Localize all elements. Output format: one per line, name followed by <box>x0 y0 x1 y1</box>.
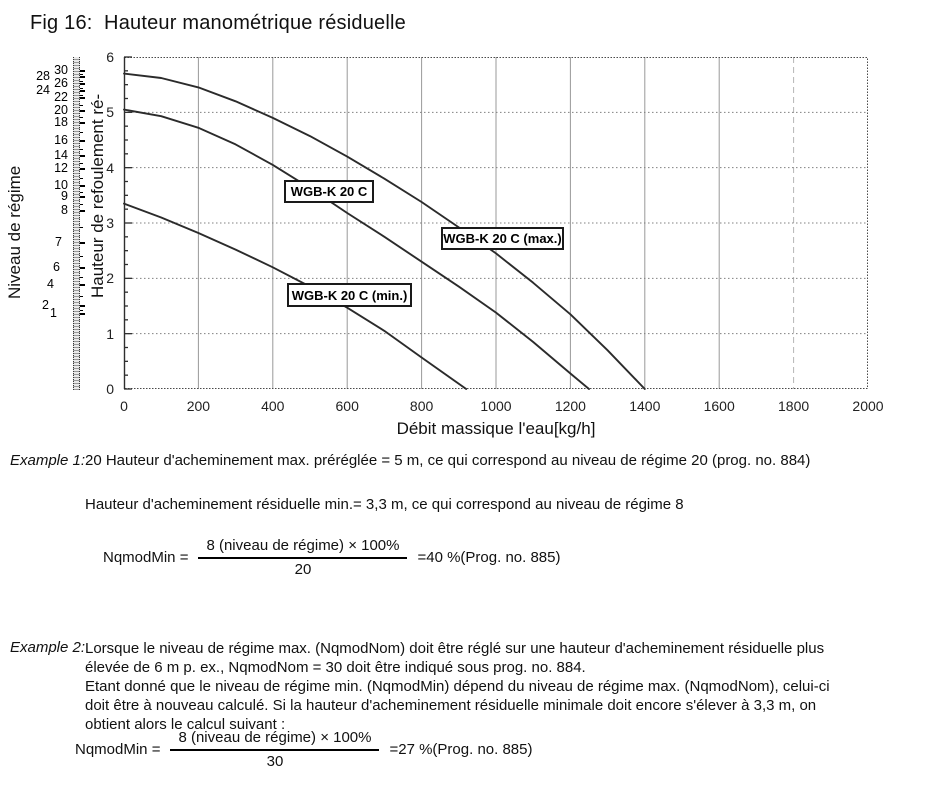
niveau-tick-label: 16 <box>54 133 68 147</box>
niveau-tick-label: 30 <box>54 63 68 77</box>
example2-label: Example 2: <box>10 639 86 656</box>
niveau-tick-mark <box>80 313 85 315</box>
niveau-tick-mark <box>80 140 85 142</box>
niveau-tick-mark <box>80 284 85 286</box>
y-axis-tick-label: 3 <box>106 215 114 231</box>
x-axis-tick-label: 0 <box>120 398 128 414</box>
niveau-minor-tick-mark <box>80 95 83 96</box>
niveau-minor-tick-mark <box>80 74 83 75</box>
niveau-tick-label: 18 <box>54 115 68 129</box>
niveau-tick-label: 4 <box>47 277 54 291</box>
niveau-minor-tick-mark <box>80 227 83 228</box>
niveau-tick-mark <box>80 122 85 124</box>
niveau-tick-label: 28 <box>36 69 50 83</box>
curve-label: WGB-K 20 C (max.) <box>441 227 564 250</box>
niveau-tick-mark <box>80 185 85 187</box>
niveau-tick-label: 10 <box>54 178 68 192</box>
x-axis-tick-label: 2000 <box>852 398 884 414</box>
y-axis-tick-label: 6 <box>106 49 114 65</box>
niveau-minor-tick-mark <box>80 117 83 118</box>
x-axis-tick-label: 1400 <box>629 398 661 414</box>
curve-wgb-k-20-c-max- <box>124 74 645 389</box>
niveau-tick-label: 2 <box>42 298 49 312</box>
example1-formula <box>103 537 561 578</box>
niveau-tick-mark <box>80 110 85 112</box>
formula2-numerator: 8 (niveau de régime) × 100% <box>170 729 379 751</box>
niveau-minor-tick-mark <box>80 310 83 311</box>
niveau-tick-label: 9 <box>61 189 68 203</box>
niveau-minor-tick-mark <box>80 256 83 257</box>
y-axis-tick-label: 2 <box>106 270 114 287</box>
niveau-tick-label: 8 <box>61 203 68 217</box>
example2-line: doit être à nouveau calculé. Si la hauteur d'acheminement résiduelle minimale doit encore s'élever à 3,3 m, on <box>85 697 817 714</box>
formula1-name: NqmodMin = <box>103 549 189 566</box>
niveau-minor-tick-mark <box>80 277 83 278</box>
niveau-tick-label: 1 <box>50 306 57 320</box>
example1-label: Example 1: <box>10 452 86 469</box>
x-axis-tick-label: 1600 <box>703 398 735 414</box>
formula1-denominator: 20 <box>294 561 312 578</box>
niveau-tick-mark <box>80 168 85 170</box>
y-axis-title: Hauteur de refoulement ré- <box>88 93 107 299</box>
formula2-fraction <box>170 729 379 770</box>
niveau-tick-mark <box>80 210 85 212</box>
niveau-tick-mark <box>80 76 85 78</box>
formula1-fraction <box>198 537 407 578</box>
niveau-axis-title: Niveau de régime <box>5 165 24 300</box>
curve-label: WGB-K 20 C (min.) <box>287 283 412 307</box>
niveau-tick-mark <box>80 305 85 307</box>
example2-text <box>85 639 830 734</box>
x-axis-title: Débit massique l'eau[kg/h] <box>396 419 596 438</box>
niveau-scale-ruler <box>73 57 80 390</box>
x-axis-tick-label: 600 <box>335 398 359 414</box>
y-axis-tick-label: 4 <box>106 159 114 176</box>
niveau-tick-mark <box>80 155 85 157</box>
formula2-result: =27 %(Prog. no. 885) <box>389 741 533 758</box>
niveau-tick-label: 24 <box>36 83 50 97</box>
x-axis-tick-label: 1200 <box>554 398 586 414</box>
niveau-tick-mark <box>80 83 85 85</box>
niveau-tick-mark <box>80 242 85 244</box>
y-axis-tick-label: 5 <box>106 104 114 121</box>
niveau-tick-label: 6 <box>53 260 60 274</box>
example2-line: obtient alors le calcul suivant : <box>85 716 286 733</box>
niveau-minor-tick-mark <box>80 296 83 297</box>
formula2-denominator: 30 <box>266 753 284 770</box>
niveau-tick-mark <box>80 196 85 198</box>
example2-line: Etant donné que le niveau de régime min. (NqmodMin) dépend du niveau de régime max. (NqmodNom), celui-ci <box>85 678 830 695</box>
niveau-minor-tick-mark <box>80 163 83 164</box>
figure-title: Fig 16: Hauteur manométrique résiduelle <box>30 12 406 34</box>
niveau-tick-mark <box>80 267 85 269</box>
niveau-minor-tick-mark <box>80 204 83 205</box>
niveau-tick-label: 22 <box>54 90 68 104</box>
niveau-tick-mark <box>80 97 85 99</box>
x-axis-tick-label: 400 <box>261 398 285 414</box>
formula2-name: NqmodMin = <box>75 741 161 758</box>
example2-formula <box>75 729 533 770</box>
y-axis-tick-label: 1 <box>106 325 114 342</box>
y-axis-tick-label: 0 <box>106 381 114 397</box>
niveau-minor-tick-mark <box>80 149 83 150</box>
niveau-minor-tick-mark <box>80 132 83 133</box>
niveau-tick-label: 12 <box>54 161 68 175</box>
formula1-result: =40 %(Prog. no. 885) <box>417 549 561 566</box>
niveau-tick-label: 26 <box>54 76 68 90</box>
example2-line: Lorsque le niveau de régime max. (NqmodNom) doit être réglé sur une hauteur d'acheminement résiduelle plus <box>85 640 825 657</box>
niveau-tick-label: 7 <box>55 235 62 249</box>
x-axis-tick-label: 1000 <box>480 398 512 414</box>
niveau-minor-tick-mark <box>80 81 83 82</box>
chart-plot-area <box>124 57 868 389</box>
x-axis-tick-label: 200 <box>186 398 211 414</box>
example1-line2: Hauteur d'acheminement résiduelle min.= 3,3 m, ce qui correspond au niveau de régime 8 <box>85 496 684 513</box>
niveau-tick-mark <box>80 90 85 92</box>
formula1-numerator: 8 (niveau de régime) × 100% <box>198 537 407 559</box>
niveau-tick-label: 14 <box>54 148 68 162</box>
niveau-minor-tick-mark <box>80 192 83 193</box>
niveau-tick-label: 20 <box>54 103 68 117</box>
example1-line1: 20 Hauteur d'acheminement max. préréglée = 5 m, ce qui correspond au niveau de régime 20 (prog. no. 884) <box>85 452 811 469</box>
x-axis-tick-label: 1800 <box>778 398 810 414</box>
niveau-minor-tick-mark <box>80 88 83 89</box>
curve-label: WGB-K 20 C <box>284 180 374 203</box>
example2-line: élevée de 6 m p. ex., NqmodNom = 30 doit être indiqué sous prog. no. 884. <box>85 659 586 676</box>
niveau-minor-tick-mark <box>80 105 83 106</box>
niveau-tick-mark <box>80 70 85 72</box>
niveau-minor-tick-mark <box>80 178 83 179</box>
x-axis-tick-label: 800 <box>409 398 434 414</box>
